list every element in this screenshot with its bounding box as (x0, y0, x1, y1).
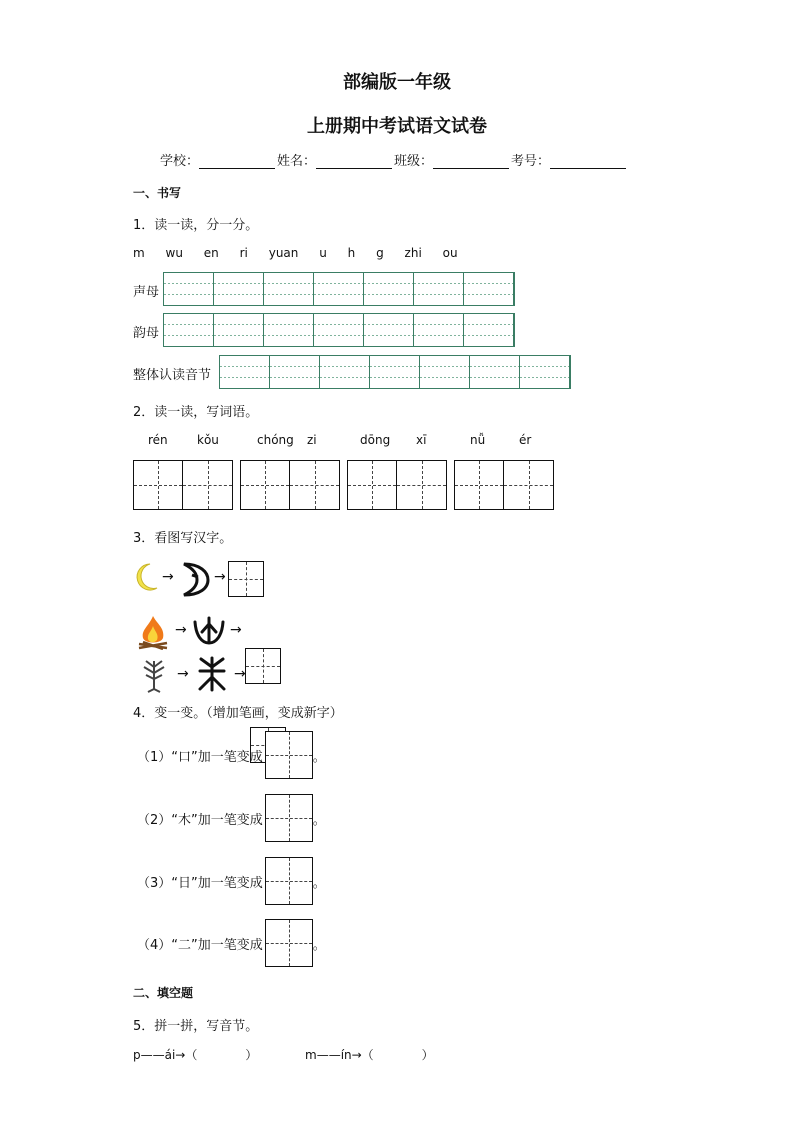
ancient-moon-glyph-icon (176, 560, 214, 598)
q4-item-text: （4）“二”加一笔变成 (137, 937, 263, 953)
q4-item-2 (137, 794, 326, 842)
school-label: 学校： (160, 154, 200, 169)
number-label: 考号： (511, 154, 551, 169)
q1-syllables (133, 246, 475, 260)
syllable: ou (442, 246, 458, 260)
school-blank[interactable] (199, 154, 275, 169)
fire-answer-box[interactable] (245, 648, 281, 684)
q4-answer-box[interactable] (265, 857, 313, 905)
q5-item-2[interactable]: m——ín→（ ） (305, 1048, 434, 1062)
q4-item-3 (137, 857, 326, 905)
q4-answer-box[interactable] (265, 794, 313, 842)
class-blank[interactable] (433, 154, 509, 169)
q4-item-4 (137, 919, 326, 967)
syllable: wu (165, 246, 183, 260)
ancient-fire-glyph-icon (190, 612, 228, 648)
q2-prompt: 2．读一读，写词语。 (133, 405, 259, 420)
section-2-heading: 二、填空题 (133, 986, 194, 1000)
q1-prompt: 1．读一读，分一分。 (133, 218, 259, 233)
name-blank[interactable] (316, 154, 392, 169)
row-label-finals: 韵母 (133, 326, 160, 341)
initials-writing-grid[interactable] (163, 272, 515, 306)
arrow-icon: → (162, 569, 174, 585)
syllable: g (376, 246, 384, 260)
word-pinyin: zi (307, 433, 317, 447)
arrow-icon: → (230, 622, 242, 638)
class-label: 班级： (394, 154, 434, 169)
syllable: ri (239, 246, 248, 260)
moon-picture-icon (130, 561, 160, 593)
syllable: u (319, 246, 327, 260)
q3-prompt: 3．看图写汉字。 (133, 531, 233, 546)
arrow-icon: → (234, 666, 246, 682)
syllable: yuan (268, 246, 299, 260)
syllable: m (133, 246, 145, 260)
page-subtitle: 上册期中考试语文试卷 (307, 116, 487, 137)
syllable: zhi (404, 246, 422, 260)
syllable: h (347, 246, 356, 260)
word-pinyin: xī (416, 433, 427, 447)
ancient-tree-glyph-icon (194, 655, 230, 693)
word-box-4[interactable] (454, 460, 554, 510)
word-box-3[interactable] (347, 460, 447, 510)
q4-item-end: 。 (312, 749, 326, 765)
tree-picture-icon (138, 655, 170, 693)
word-pinyin: dōng (360, 433, 391, 447)
fire-picture-icon (135, 612, 171, 650)
word-pinyin: rén (148, 433, 168, 447)
row-label-initials: 声母 (133, 285, 160, 300)
name-label: 姓名： (277, 154, 317, 169)
q4-item-text: （1）“口”加一笔变成 (137, 749, 263, 765)
page-title: 部编版一年级 (343, 72, 451, 93)
arrow-icon: → (177, 666, 189, 682)
word-pinyin: kǒu (197, 433, 219, 447)
word-pinyin: nǚ (470, 433, 486, 447)
word-pinyin: ér (519, 433, 532, 447)
moon-answer-box[interactable] (228, 561, 264, 597)
word-pinyin: chóng (257, 433, 294, 447)
q5-item-1[interactable]: p——ái→（ ） (133, 1048, 258, 1062)
row-label-whole-syllables: 整体认读音节 (133, 368, 212, 383)
syllable: en (203, 246, 219, 260)
arrow-icon: → (175, 622, 187, 638)
finals-writing-grid[interactable] (163, 313, 515, 347)
word-box-2[interactable] (240, 460, 340, 510)
number-blank[interactable] (550, 154, 626, 169)
q4-item-text: （3）“日”加一笔变成 (137, 875, 263, 891)
q4-item-end: 。 (312, 812, 326, 828)
word-box-1[interactable] (133, 460, 233, 510)
q4-item-end: 。 (312, 875, 326, 891)
q4-answer-box[interactable] (265, 731, 313, 779)
whole-syllables-writing-grid[interactable] (219, 355, 571, 389)
q4-item-end: 。 (312, 937, 326, 953)
q5-prompt: 5．拼一拼，写音节。 (133, 1019, 259, 1034)
student-info (160, 150, 628, 169)
arrow-icon: → (214, 569, 226, 585)
section-1-heading: 一、书写 (133, 186, 182, 200)
q4-item-1 (137, 731, 326, 779)
q4-answer-box[interactable] (265, 919, 313, 967)
q4-prompt: 4．变一变。（增加笔画，变成新字） (133, 706, 343, 721)
q4-item-text: （2）“木”加一笔变成 (137, 812, 263, 828)
